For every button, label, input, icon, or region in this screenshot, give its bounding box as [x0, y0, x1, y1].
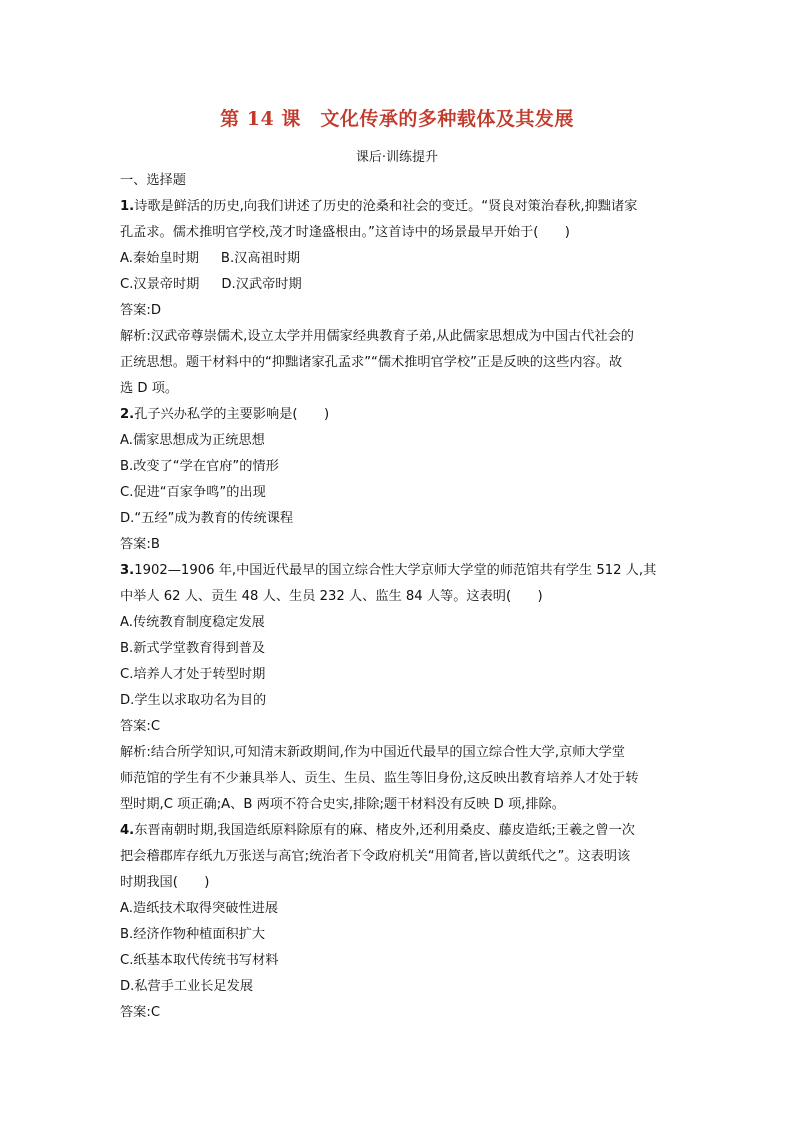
answer: 答案:C: [120, 719, 161, 734]
question-number: 3.: [120, 563, 135, 578]
option-d: D.“五经”成为教育的传统课程: [120, 511, 294, 526]
option-b: B.汉高祖时期: [220, 251, 301, 266]
analysis-line: 解析:汉武帝尊崇儒术,设立太学并用儒家经典教育子弟,从此儒家思想成为中国古代社会的: [120, 329, 634, 344]
option-b: B.新式学堂教育得到普及: [120, 641, 266, 656]
analysis-line: 正统思想。题干材料中的“抑黜诸家孔孟求”“儒术推明官学校”正是反映的这些内容。故: [120, 355, 623, 370]
option-c: C.培养人才处于转型时期: [120, 667, 266, 682]
question-number: 2.: [120, 407, 135, 422]
option-d: D.学生以求取功名为目的: [120, 693, 267, 708]
answer: 答案:D: [120, 303, 161, 318]
analysis-line: 师范馆的学生有不少兼具举人、贡生、生员、监生等旧身份,这反映出教育培养人才处于转: [120, 771, 639, 786]
options-row: [120, 272, 680, 298]
question-stem-line: 时期我国( ): [120, 875, 210, 890]
question-stem-line: 把会稽郡库存纸九万张送与高官;统治者下令政府机关“用简者,皆以黄纸代之”。这表明该: [120, 849, 631, 864]
options-row: [120, 246, 680, 272]
question-stem-line: 中举人 62 人、贡生 48 人、生员 232 人、监生 84 人等。这表明( ): [120, 589, 543, 604]
question-1: [120, 194, 680, 402]
analysis-line: 解析:结合所学知识,可知清末新政期间,作为中国近代最早的国立综合性大学,京师大学堂: [120, 745, 625, 760]
option-b: B.改变了“学在官府”的情形: [120, 459, 279, 474]
analysis-line: 选 D 项。: [120, 381, 179, 396]
option-b: B.经济作物种植面积扩大: [120, 927, 266, 942]
question-stem-line: 2.孔子兴办私学的主要影响是( ): [120, 407, 330, 422]
exercise-content: [120, 168, 680, 1026]
option-c: C.纸基本取代传统书写材料: [120, 953, 279, 968]
option-c: C.促进“百家争鸣”的出现: [120, 485, 266, 500]
question-stem-line: 1.诗歌是鲜活的历史,向我们讲述了历史的沧桑和社会的变迁。“贤良对策治春秋,抑黜诸家: [120, 199, 638, 214]
option-d: D.私营手工业长足发展: [120, 979, 254, 994]
question-number: 1.: [120, 199, 135, 214]
question-2: [120, 402, 680, 558]
question-number: 4.: [120, 823, 135, 838]
option-a: A.传统教育制度稳定发展: [120, 615, 265, 630]
question-stem-line: 孔孟求。儒术推明官学校,茂才时逢盛根由。”这首诗中的场景最早开始于( ): [120, 225, 570, 240]
analysis-line: 型时期,C 项正确;A、B 两项不符合史实,排除;题干材料没有反映 D 项,排除。: [120, 797, 565, 812]
question-4: [120, 818, 680, 1026]
question-stem-line: 3.1902—1906 年,中国近代最早的国立综合性大学京师大学堂的师范馆共有学生 512 人,其: [120, 563, 657, 578]
option-c: C.汉景帝时期: [120, 277, 200, 292]
lesson-subtitle: 课后·训练提升: [355, 150, 439, 165]
section-heading: 一、选择题: [120, 173, 186, 188]
answer: 答案:C: [120, 1005, 161, 1020]
option-d: D.汉武帝时期: [221, 277, 302, 292]
option-a: A.造纸技术取得突破性进展: [120, 901, 279, 916]
answer: 答案:B: [120, 537, 160, 552]
option-a: A.儒家思想成为正统思想: [120, 433, 265, 448]
option-a: A.秦始皇时期: [120, 251, 199, 266]
question-stem-line: 4.东晋南朝时期,我国造纸原料除原有的麻、楮皮外,还利用桑皮、藤皮造纸;王羲之曾一次: [120, 823, 635, 838]
question-3: [120, 558, 680, 818]
lesson-title: 第 14 课 文化传承的多种载体及其发展: [220, 108, 574, 130]
